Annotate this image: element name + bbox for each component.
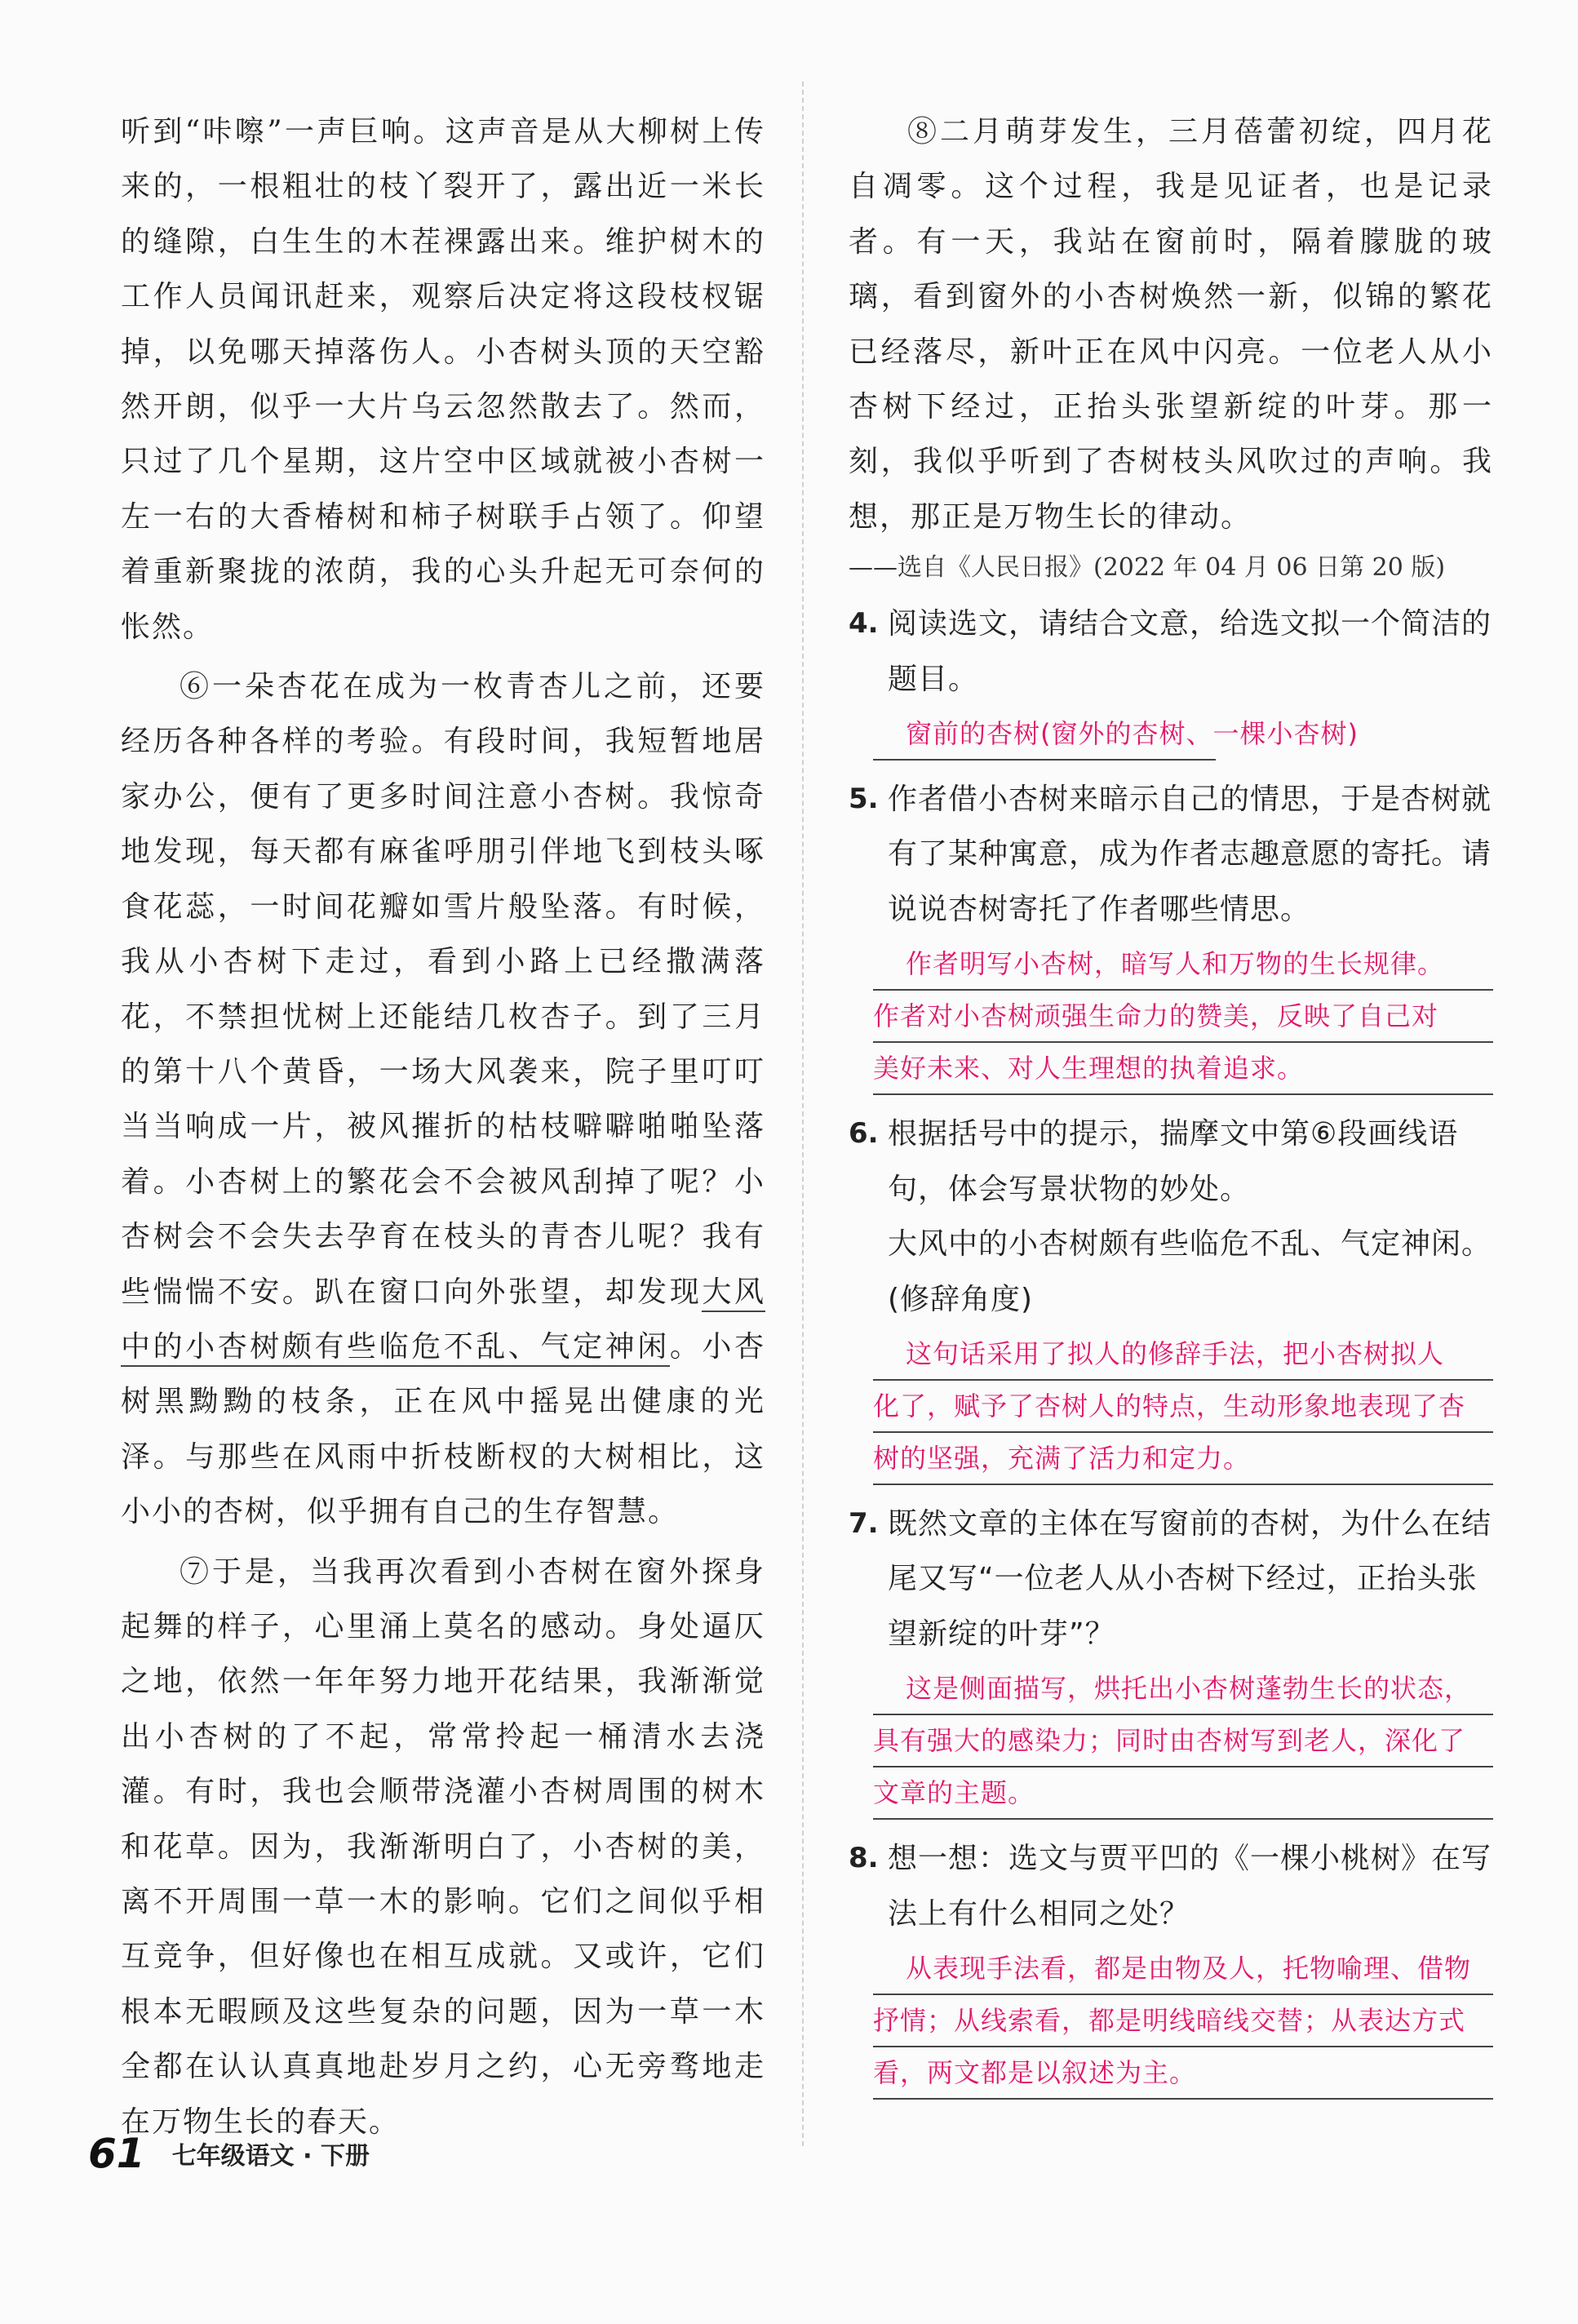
answer-line: 文章的主题。 — [873, 1767, 1493, 1820]
left-column — [121, 104, 765, 2149]
question-number: 6. — [849, 1117, 879, 1151]
answer-line: 化了，赋予了杏树人的特点，生动形象地表现了杏 — [873, 1381, 1493, 1433]
question-number: 8. — [849, 1842, 879, 1875]
question-number: 5. — [849, 783, 879, 816]
answer-6 — [873, 1328, 1493, 1485]
p6-text-before: ⑥一朵杏花在成为一枚青杏儿之前，还要经历各种各样的考验。有段时间，我短暂地居家办公，便有了更多时间注意小杏树。我惊奇地发现，每天都有麻雀呼朋引伴地飞到枝头啄食花蕊，一时间花瓣如雪片般坠落。有时候，我从小杏树下走过，看到小路上已经撒满落花，不禁担忧树上还能结几枚杏子。到了三月的第十八个黄昏，一场大风袭来，院子里叮叮当当响成一片，被风摧折的枯枝噼噼啪啪坠落着。小杏树上的繁花会不会被风刮掉了呢？小杏树会不会失去孕育在枝头的青杏儿呢？我有些惴惴不安。趴在窗口向外张望，却发现 — [121, 670, 765, 1309]
question-6 — [849, 1107, 1493, 1327]
underlined-sentence: 大风中的小杏树颇有些临危不乱、气定神闲 — [121, 1275, 765, 1367]
question-text: 既然文章的主体在写窗前的杏树，为什么在结尾又写“一位老人从小杏树下经过，正抬头张望新绽的叶芽”？ — [888, 1506, 1492, 1651]
question-text: 想一想：选文与贾平凹的《一棵小桃树》在写法上有什么相同之处？ — [888, 1842, 1492, 1931]
passage-paragraph-8: ⑧二月萌芽发生，三月蓓蕾初绽，四月花自凋零。这个过程，我是见证者，也是记录者。有一天，我站在窗前时，隔着朦胧的玻璃，看到窗外的小杏树焕然一新，似锦的繁花已经落尽，新叶正在风中闪亮。一位老人从小杏树下经过，正抬头张望新绽的叶芽。那一刻，我似乎听到了杏树枝头风吹过的声响。我想，那正是万物生长的律动。 — [849, 115, 1493, 534]
answer-line: 树的坚强，充满了活力和定力。 — [873, 1433, 1493, 1485]
passage-paragraph-5-end: 听到“咔嚓”一声巨响。这声音是从大柳树上传来的，一根粗壮的枝丫裂开了，露出近一米长的缝隙，白生生的木茬裸露出来。维护树木的工作人员闻讯赶来，观察后决定将这段枝杈锯掉，以免哪天掉落伤人。小杏树头顶的天空豁然开朗，似乎一大片乌云忽然散去了。然而，只过了几个星期，这片空中区域就被小杏树一左一右的大香椿树和柿子树联手占领了。仰望着重新聚拢的浓荫，我的心头升起无可奈何的怅然。 — [121, 115, 765, 644]
question-number: 7. — [849, 1506, 879, 1540]
right-column — [849, 104, 1493, 2111]
answer-line: 这是侧面描写，烘托出小杏树蓬勃生长的状态， — [873, 1663, 1493, 1715]
answer-4 — [873, 708, 1493, 761]
question-text: 作者借小杏树来暗示自己的情思，于是杏树就有了某种寓意，成为作者志趣意愿的寄托。请说说杏树寄托了作者哪些情思。 — [888, 783, 1492, 926]
source-citation: ——选自《人民日报》(2022 年 04 月 06 日第 20 版) — [849, 553, 1446, 583]
answer-line: 具有强大的感染力；同时由杏树写到老人，深化了 — [873, 1715, 1493, 1767]
question-number: 4. — [849, 607, 879, 641]
answer-line: 这句话采用了拟人的修辞手法，把小杏树拟人 — [873, 1328, 1493, 1381]
page-footer — [88, 2130, 370, 2177]
answer-line: 美好未来、对人生理想的执着追求。 — [873, 1043, 1493, 1095]
question-text: 阅读选文，请结合文意，给选文拟一个简洁的题目。 — [888, 607, 1492, 696]
p6-text-after: 。小杏树黑黝黝的枝条，正在风中摇晃出健康的光泽。与那些在风雨中折枝断杈的大树相比，这小小的杏树，似乎拥有自己的生存智慧。 — [121, 1329, 765, 1529]
question-4 — [849, 597, 1493, 707]
passage-paragraph-7: ⑦于是，当我再次看到小杏树在窗外探身起舞的样子，心里涌上莫名的感动。身处逼仄之地，依然一年年努力地开花结果，我渐渐觉出小杏树的了不起，常常拎起一桶清水去浇灌。有时，我也会顺带浇灌小杏树周围的树木和花草。因为，我渐渐明白了，小杏树的美，离不开周围一草一木的影响。它们之间似乎相互竞争，但好像也在相互成就。又或许，它们根本无暇顾及这些复杂的问题，因为一草一木全都在认认真真地赴岁月之约，心无旁骛地走在万物生长的春天。 — [121, 1555, 765, 2139]
question-5 — [849, 772, 1493, 937]
answer-line: 作者对小杏树顽强生命力的赞美，反映了自己对 — [873, 991, 1493, 1043]
question-7 — [849, 1497, 1493, 1661]
answer-8 — [873, 1943, 1493, 2100]
answer-line: 作者明写小杏树，暗写人和万物的生长规律。 — [873, 938, 1493, 991]
passage-paragraph-6 — [121, 659, 765, 1540]
question-8 — [849, 1831, 1493, 1941]
answer-line: 窗前的杏树(窗外的杏树、一棵小杏树) — [873, 708, 1216, 761]
answer-line: 从表现手法看，都是由物及人，托物喻理、借物 — [873, 1943, 1493, 1995]
question-prompt-sentence: 大风中的小杏树颇有些临危不乱、气定神闲。(修辞角度) — [888, 1227, 1492, 1316]
question-text: 根据括号中的提示，揣摩文中第⑥段画线语句，体会写景状物的妙处。 — [888, 1117, 1459, 1206]
answer-line: 抒情；从线索看，都是明线暗线交替；从表达方式 — [873, 1995, 1493, 2047]
page-number: 61 — [88, 2130, 145, 2177]
answer-7 — [873, 1663, 1493, 1820]
column-divider — [802, 82, 804, 2146]
answer-line: 看，两文都是以叙述为主。 — [873, 2047, 1493, 2100]
answer-5 — [873, 938, 1493, 1095]
book-title: 七年级语文 · 下册 — [171, 2142, 370, 2171]
